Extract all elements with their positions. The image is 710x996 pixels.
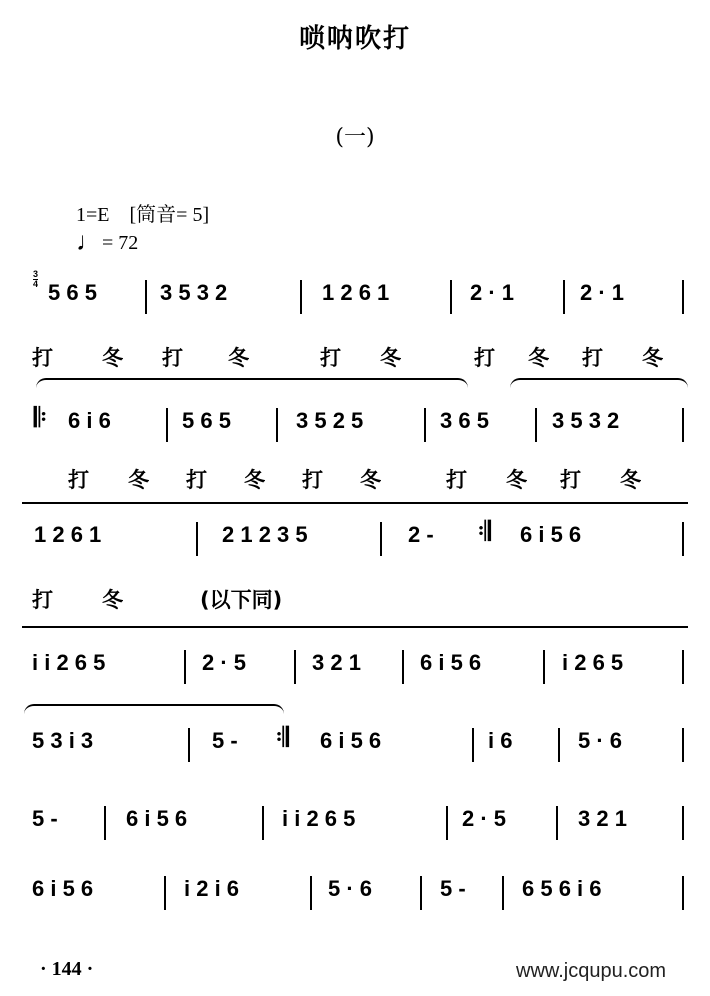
lyric: 打 [446, 468, 467, 492]
staff-divider [22, 502, 688, 504]
measure-4: 3 6 5 [440, 408, 489, 433]
key-signature [76, 198, 209, 227]
lyrics-row-2 [0, 464, 710, 504]
page-number: · 144 · [40, 958, 94, 980]
barline [682, 408, 684, 442]
lyric: 打 [32, 346, 53, 370]
barline [188, 728, 190, 762]
measure-1: 5 - [32, 806, 58, 831]
barline [682, 876, 684, 910]
barline [682, 728, 684, 762]
lyric: 冬 [620, 468, 641, 492]
lyric: 打 [320, 346, 341, 370]
staff-divider [22, 626, 688, 628]
lyric: 冬 [102, 346, 123, 370]
staff-row-4 [0, 650, 710, 690]
measure-4: 5 - [440, 876, 466, 901]
staff-row-7 [0, 876, 710, 916]
barline [446, 806, 448, 840]
lyric: 冬 [360, 468, 381, 492]
staff-row-3 [0, 516, 710, 562]
lyric: (以下同) [200, 588, 283, 612]
barline [402, 650, 404, 684]
measure-3: 5 · 6 [328, 876, 373, 901]
measure-2: 6 i 5 6 [126, 806, 188, 831]
section-heading: (一) [335, 125, 375, 150]
barline [262, 806, 264, 840]
barline [472, 728, 474, 762]
barline [145, 280, 147, 314]
measure-5: 6 5 6 i 6 [522, 876, 602, 901]
measure-3: 3 5 2 5 [296, 408, 364, 433]
measure-3: 6 i 5 6 [320, 728, 382, 753]
barline [682, 522, 684, 556]
barline [563, 280, 565, 314]
measure-1: 5 3 i 3 [32, 728, 94, 753]
measure-5: 2 · 1 [580, 280, 625, 305]
lyric: 冬 [244, 468, 265, 492]
lyric: 冬 [642, 346, 663, 370]
barline [535, 408, 537, 442]
barline [164, 876, 166, 910]
measure-5: 3 2 1 [578, 806, 627, 831]
key-label: 1=E [76, 204, 110, 226]
barline [166, 408, 168, 442]
lyric: 冬 [128, 468, 149, 492]
tie-arc [510, 378, 688, 390]
measure-3: 2 - [408, 522, 434, 547]
measure-4: 2 · 1 [470, 280, 515, 305]
barline [310, 876, 312, 910]
lyric: 打 [474, 346, 495, 370]
measure-2: 2 1 2 3 5 [222, 522, 308, 547]
barline [543, 650, 545, 684]
barline [682, 806, 684, 840]
barline [294, 650, 296, 684]
lyric: 打 [186, 468, 207, 492]
tube-note: [筒音= 5] [129, 204, 210, 226]
barline [184, 650, 186, 684]
measure-2: 2 · 5 [202, 650, 247, 675]
measure-4: 6 i 5 6 [520, 522, 582, 547]
measure-2: i 2 i 6 [184, 876, 240, 901]
staff-row-6 [0, 806, 710, 846]
barline [682, 650, 684, 684]
lyric: 冬 [228, 346, 249, 370]
staff-row-5 [0, 722, 710, 768]
lyrics-row-3 [0, 584, 710, 624]
measure-3: 3 2 1 [312, 650, 361, 675]
barline [558, 728, 560, 762]
measure-2: 5 - [212, 728, 238, 753]
barline [276, 408, 278, 442]
lyric: 打 [582, 346, 603, 370]
barline [556, 806, 558, 840]
lyric: 冬 [102, 588, 123, 612]
lyric: 打 [68, 468, 89, 492]
barline [104, 806, 106, 840]
measure-5: i 2 6 5 [562, 650, 624, 675]
measure-5: 3 5 3 2 [552, 408, 620, 433]
barline [380, 522, 382, 556]
barline [196, 522, 198, 556]
time-sig-bottom: 4 [33, 279, 39, 289]
watermark: www.jcqupu.com [516, 960, 667, 982]
measure-3: i i 2 6 5 [282, 806, 356, 831]
measure-2: 5 6 5 [182, 408, 231, 433]
measure-4: 2 · 5 [462, 806, 507, 831]
measure-1: 6 i 5 6 [32, 876, 94, 901]
lyric: 冬 [528, 346, 549, 370]
measure-1: i i 2 6 5 [32, 650, 106, 675]
time-sig-top: 3 [33, 269, 39, 279]
lyric: 打 [162, 346, 183, 370]
measure-1: 6 i 6 [68, 408, 111, 433]
repeat-start-sign: 𝄆 [34, 402, 47, 432]
tie-arc [36, 378, 468, 390]
barline [424, 408, 426, 442]
measure-5: 5 · 6 [578, 728, 623, 753]
lyric: 冬 [380, 346, 401, 370]
lyric: 打 [32, 588, 53, 612]
measure-1: 5 6 5 [48, 280, 97, 305]
tempo-marking: = 72 [102, 232, 139, 254]
measure-4: i 6 [488, 728, 513, 753]
measure-2: 3 5 3 2 [160, 280, 228, 305]
page-title: 唢呐吹打 [298, 24, 411, 54]
tie-arc [24, 704, 284, 716]
staff-row-1 [0, 280, 710, 320]
lyric: 冬 [506, 468, 527, 492]
staff-row-2 [0, 402, 710, 448]
barline [420, 876, 422, 910]
barline [450, 280, 452, 314]
lyrics-row-1 [0, 342, 710, 382]
measure-3: 1 2 6 1 [322, 280, 390, 305]
repeat-end-sign: 𝄇 [276, 722, 289, 752]
barline [300, 280, 302, 314]
lyric: 打 [302, 468, 323, 492]
measure-1: 1 2 6 1 [34, 522, 102, 547]
repeat-end-sign: 𝄇 [478, 516, 491, 546]
lyric: 打 [560, 468, 581, 492]
measure-4: 6 i 5 6 [420, 650, 482, 675]
barline [682, 280, 684, 314]
barline [502, 876, 504, 910]
quarter-note-icon: ♩ [76, 226, 102, 256]
